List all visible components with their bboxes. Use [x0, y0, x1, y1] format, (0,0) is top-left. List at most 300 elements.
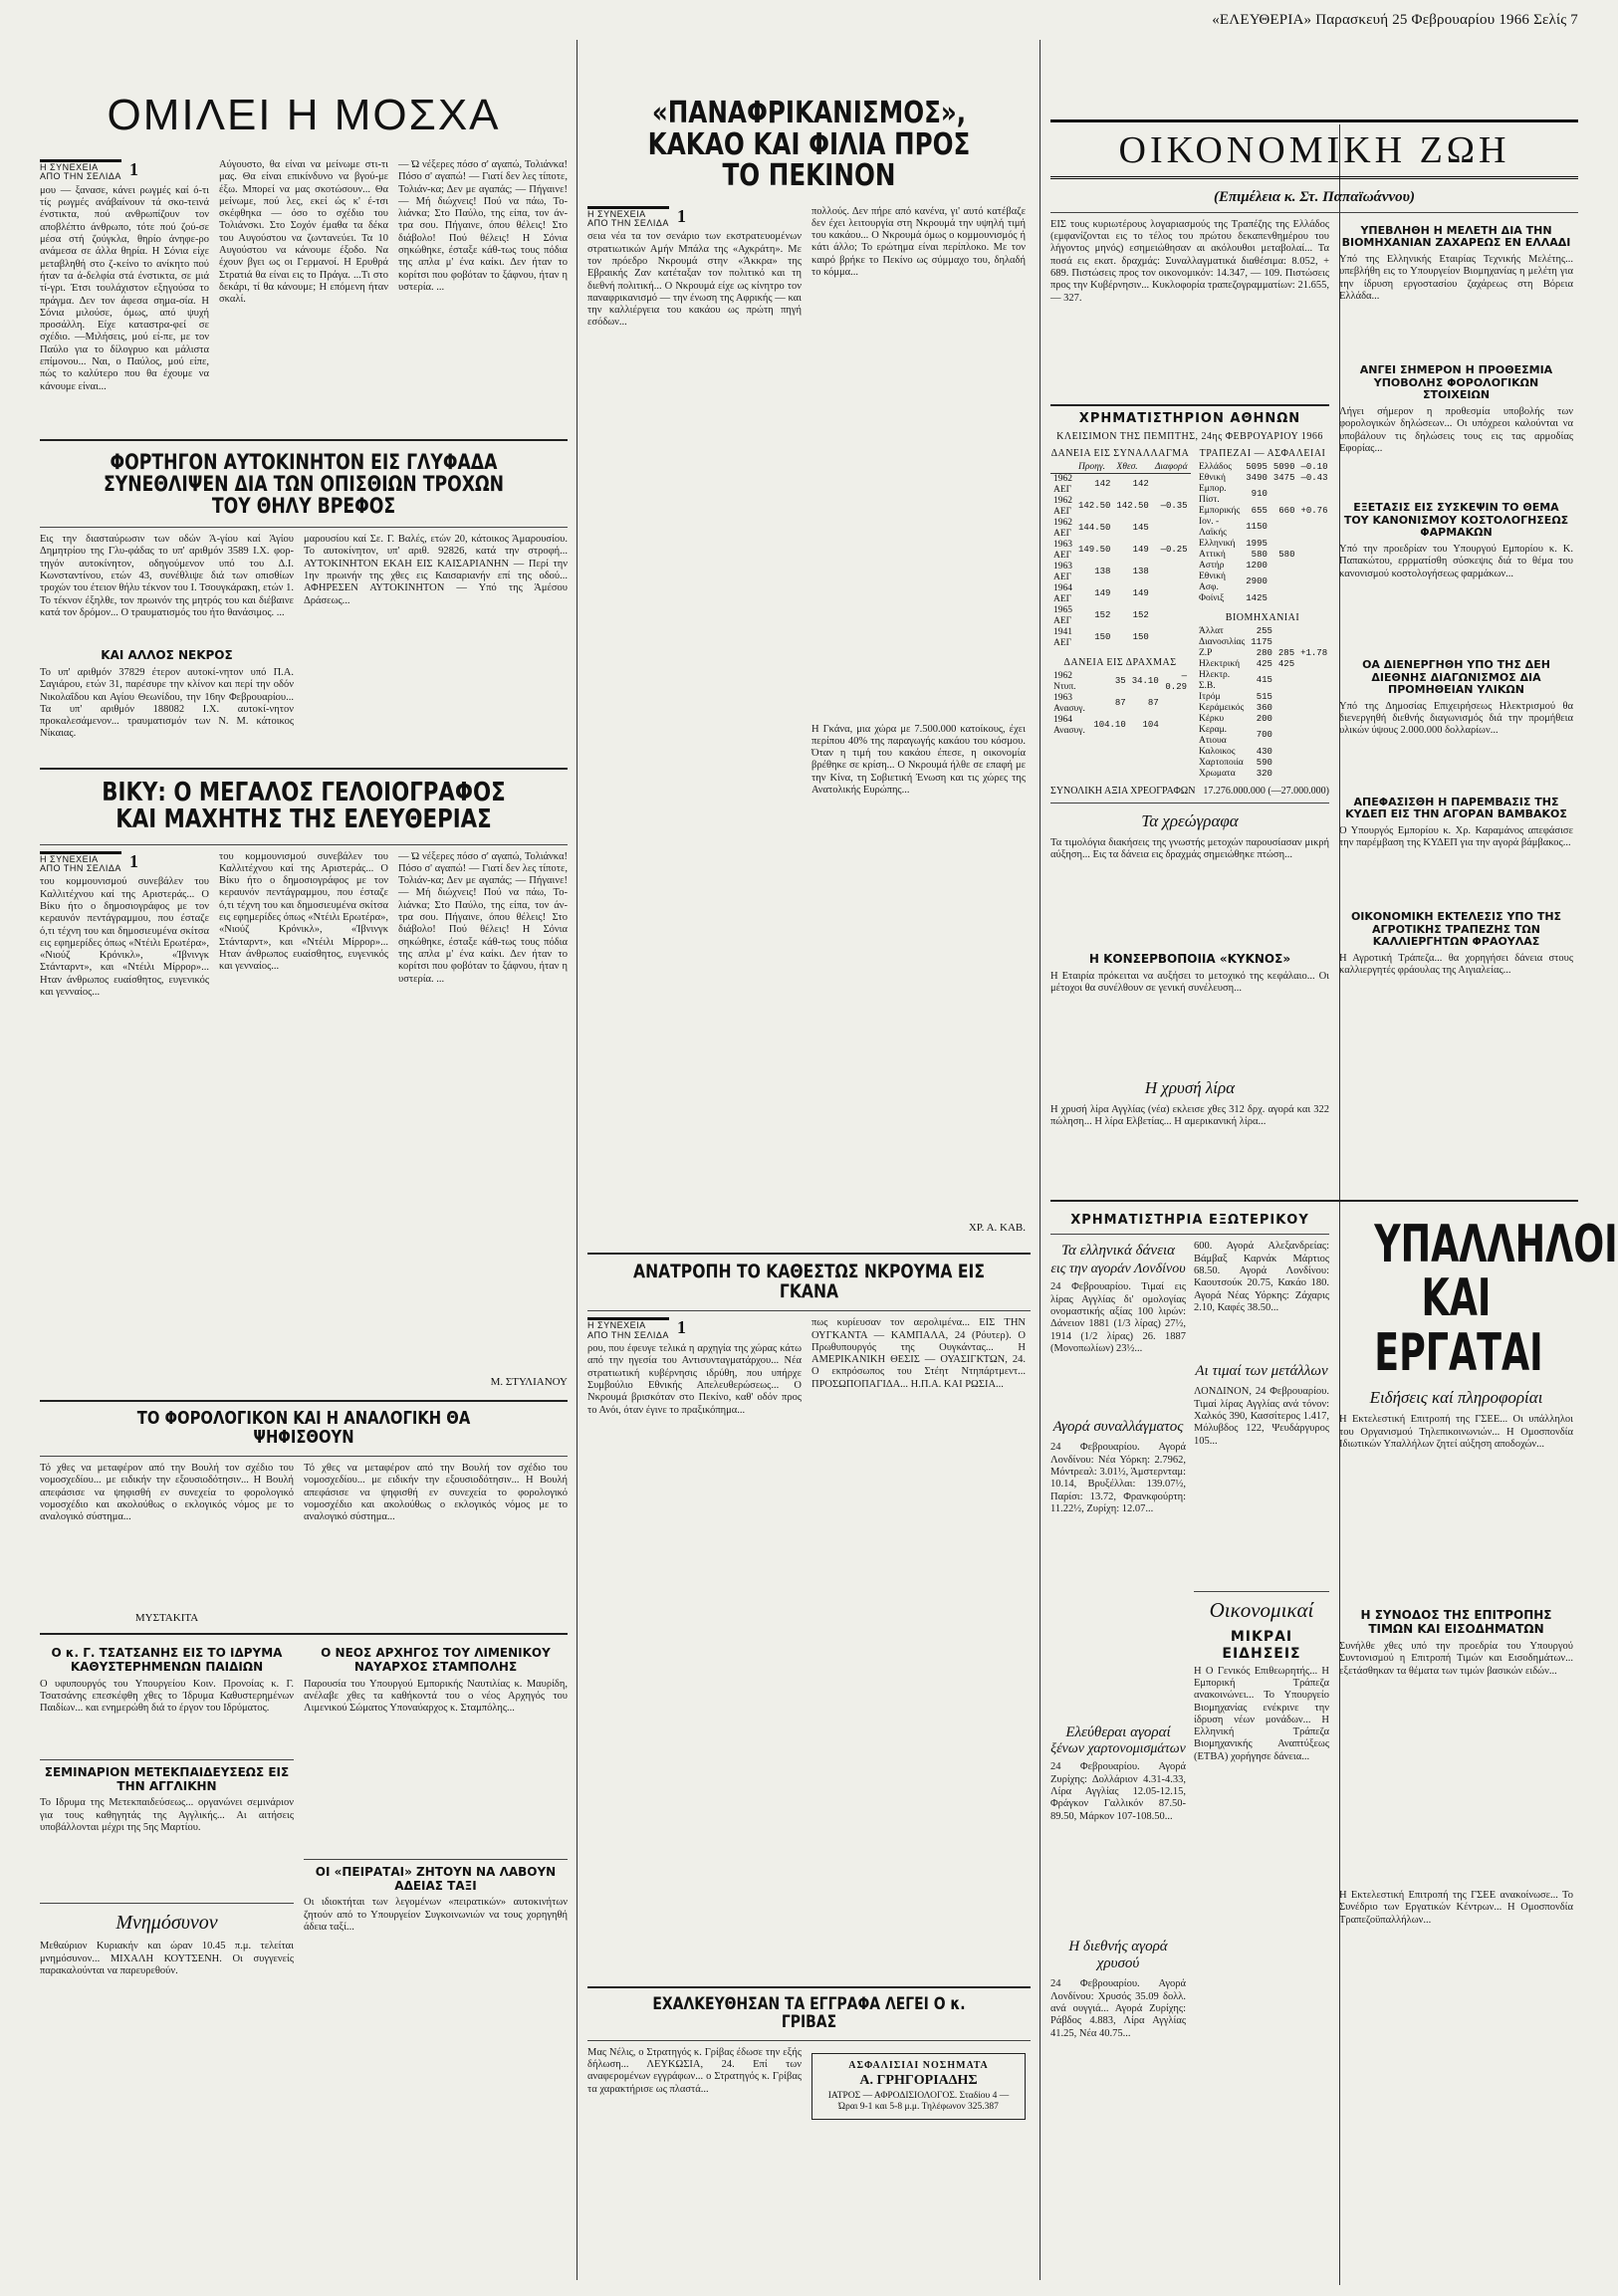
article-body: 24 Φεβρουαρίου. Αγορά Ζυρίχης: Δολλάριον 4.31-4.33, Λίρα Αγγλίας 12.05-12.15, Φράγκον Γαλλικόν 87.50-89.50, Μάρκον 107-108.50...	[1050, 1761, 1186, 1822]
table-cell-value: 150	[1094, 632, 1111, 643]
table-cell-label: 1962 ΑΕΓ	[1053, 495, 1072, 517]
article-body: — Ώ νέξερες πόσο σ' αγαπώ, Τολιάνκα! Πόσο σ' αγαπώ! — Γιατί δεν λες τίποτε, Τολιάν-κα; Δεν με αγαπάς; — Πήγαινε! — Μή διώχνεις! Πού να πάω, Το-λιάνκα; Στο Παύλο, της είπα, τον άν-τρα σου. Πήγαινε, όπου θέλεις! Στο διάβολο! Πού θέλεις! Η Σόνια σηκώθηκε, έσταξε κάθ-τως τους πόδια της απλα μ' ένα καίκι. Δεν ήταν το κορίτσι που φοβόταν το ξάφνου, ήταν η υστερία. ...	[398, 850, 568, 985]
table-cell-value	[1271, 484, 1298, 506]
table-cell-label: Αστήρ	[1199, 560, 1225, 571]
subhead-farmakon: ΕΞΕΤΑΣΙΣ ΕΙΣ ΣΥΣΚΕΨΙΝ ΤΟ ΘΕΜΑ ΤΟΥ ΚΑΝΟΝΙΣΜΟΥ ΚΟΣΤΟΛΟΓΗΣΕΩΣ ΦΑΡΜΑΚΩΝ	[1343, 501, 1569, 540]
table-cell-value	[1297, 758, 1330, 769]
headline-anatropi: ΑΝΑΤΡΟΠΗ ΤΟ ΚΑΘΕΣΤΩΣ ΝΚΡΟΥΜΑ ΕΙΣ ΓΚΑΝΑ	[633, 1261, 985, 1303]
article-body: μαρουσίου καί Σε. Γ. Βαλές, ετών 20, κάτοικος Άμαρουσίου. Το αυτοκίνητον, υπ' αριθ. 92826, κατά την στροφή... ΑΥΤΟΚΙΝΗΤΟΝ ΕΚΑΗ ΕΙΣ ΚΑΙΣΑΡΙΑΝΗΝ — Περί την 1ην πρωινήν της χθες εις Καισαριανήν επί της οδού... ΑΦΗΡΕΣΕΝ ΑΥΤΟΚΙΝΗΤΟΝ — Υπό της Άμέσου Δράσεως...	[304, 534, 568, 606]
table-cell-value	[1297, 550, 1330, 561]
article-body: Εις την διασταύρωσιν των οδών Ά-γίου καί Άγίου Δημητρίου της Γλυ-φάδας το υπ' αριθμόν 3589 Ι.Χ. φορ-τηγόν αυτοκίνητον, οδηγούμενον υπό του Δ.Ι. Κωνσταντίνου, ετών 43, συνέθλιψε διά των οπισθίων τροχών του έτειον θήλυ τέκνον του Ι. Τσουγκάρακη, ετών 1. Το τέκνον έξηλθε, τον πρωινόν της μητρός του και διέβαινε κατά τον δρόμον... Ο τραυματισμός του ήτο θανάσιμος. ...	[40, 534, 294, 618]
table-cell-value: +1.78	[1300, 647, 1328, 658]
table-cell-value	[1297, 517, 1330, 539]
table-cell-value	[1271, 593, 1298, 604]
divider	[1050, 1234, 1329, 1235]
section-editor: (Επιμέλεια κ. Στ. Παπαϊωάννου)	[1213, 188, 1416, 205]
table-cell-value: 149	[1094, 588, 1111, 599]
article-body: πολλούς. Δεν πήρε από κανένα, γι' αυτό κατέβαζε δεν έχει λειτουργία στη Νκρουμά την υψηλή τιμή του κακάου... Ο Νκρουμά όμως ο κομμουνισμός ή κάτι άλλο; Το ερώτημα είναι περίπλοκο. Με τον καιρό βρήκε το Πεκίνο ως σύμμαχο του, δηλαδή το κόμμα...	[811, 205, 1026, 278]
table-row	[1050, 715, 1190, 737]
headline-fortigon: ΦΟΡΤΗΓΟΝ ΑΥΤΟΚΙΝΗΤΟΝ ΕΙΣ ΓΛΥΦΑΔΑ ΣΥΝΕΘΛΙΨΕΝ ΔΙΑ ΤΩΝ ΟΠΙΣΘΙΩΝ ΤΡΟΧΩΝ ΤΟΥ ΘΗΛΥ ΒΡΕΦΟΣ	[103, 450, 505, 519]
table-cell-label: Εμπορικής	[1199, 505, 1241, 516]
table-cell-value: 87	[1114, 698, 1126, 709]
article-body: Τό χθες να μεταφέρον από την Βουλή τον σχέδιο του νομοσχεδίου... με ειδικήν την εξουσιοδότησιν... Η Βουλή απεφάσισε να ψηφισθή εν συνεχεία το φορολογικό νομοσχέδιο και ακολούθως ο εκλογικός νόμος με το αναλογικό σύστημα...	[304, 1463, 568, 1523]
table-cell-value	[1297, 539, 1330, 550]
subhead-oikonomikai: Οικονομικαί	[1209, 1598, 1314, 1623]
table-cell-label: Φοίνιξ	[1199, 592, 1225, 603]
industry-table-title: ΒΙΟΜΗΧΑΝΙΑΙ	[1225, 611, 1300, 623]
article-body: Μεθαύριον Κυριακήν και ώραν 10.45 π.μ. τελείται μνημόσυνον... ΜΙΧΑΛΗ ΚΟΥΤΣΕΝΗ. Οι συγγενείς παρακαλούνται να παρευρεθούν.	[40, 1941, 294, 1976]
table-cell-value	[1297, 572, 1330, 593]
table-cell-value: 430	[1256, 746, 1272, 757]
article-body: Η Αγροτική Τράπεζα... θα χορηγήσει δάνεια στους καλλιεργητές φράουλας της Αιγιαλείας...	[1339, 953, 1573, 977]
ad-text: ΙΑΤΡΟΣ — ΑΦΡΟΔΙΣΙΟΛΟΓΟΣ. Σταδίου 4 — Ώραι 9-1 και 5-8 μ.μ. Τηλέφωνον 325.387	[827, 2090, 1010, 2112]
article-body: Τα τιμολόγια διακήσεις της γνωστής μετοχών παρουσίασαν μικρή αύξηση... Εις τα δάνεια εις δραχμάς σημειώθηκε πτώση...	[1050, 836, 1329, 861]
divider	[40, 1633, 568, 1635]
table-cell-value: —0.10	[1300, 461, 1328, 472]
table-cell-label: Καλοικος	[1199, 746, 1236, 757]
continuation-label: Η ΣΥΝΕΧΕΙΑ ΑΠΟ ΤΗΝ ΣΕΛΙΔΑ	[40, 159, 121, 182]
table-cell-label: 1963 Ανασυγ.	[1053, 692, 1085, 714]
table-cell-label: 1962 ΑΕΓ	[1053, 473, 1072, 495]
table-cell-value	[1297, 769, 1330, 780]
table-cell-value	[1297, 659, 1330, 670]
subhead-metallon: Αι τιμαί των μετάλλων	[1195, 1363, 1328, 1380]
headline-omilei-moscha: ΟΜΙΛΕΙ Η ΜΟΣΧΑ	[107, 91, 501, 139]
table-cell-value	[1297, 670, 1330, 692]
article-body: ΛΟΝΔΙΝΟΝ, 24 Φεβρουαρίου. Τιμαί λίρας Αγγλίας ανά τόνον: Χαλκός 390, Κασσίτερος 1.417, Μόλυβδος 122, Ψευδάργυρος 105...	[1194, 1386, 1329, 1447]
table-cell-value: 285	[1277, 647, 1295, 658]
table-row	[1050, 671, 1190, 693]
article-body: Ο υφυπουργός του Υπουργείου Κοιν. Προνοίας κ. Γ. Τσατσάνης επεσκέφθη χθες το Ίδρυμα Καθυστερημένων Παιδίων... και ενημερώθη διά το έργον του Ιδρύματος.	[40, 1678, 294, 1715]
banks-table-title: ΤΡΑΠΕΖΑΙ — ΑΣΦΑΛΕΙΑΙ	[1199, 447, 1326, 459]
table-cell-value: 1175	[1251, 636, 1272, 647]
table-row	[1050, 627, 1191, 649]
divider	[587, 1310, 1031, 1311]
table-cell-value: 280	[1256, 647, 1272, 658]
table-cell-value	[1297, 692, 1330, 703]
table-cell-value: 580	[1278, 549, 1295, 560]
divider	[40, 844, 568, 845]
economy-intro: ΕΙΣ τους κυριωτέρους λογαριασμούς της Τραπέζης της Ελλάδος (εμφανίζονται εις το τέλος του πρώτου δεκαπενθημέρου του λήγοντος μηνός) εσημειώθησαν αι ακόλουθοι μεταβολαί... Τα ποσά εις εκατ. δραχμάς: Συναλλαγματικά διαθέσιμα: 8.052, + 689. Πιστώσεις προς τον οικονομικόν: 14.347, — 109. Πιστώσεις προς την Κυβέρνησιν... Κυκλοφορία τραπεζογραμματίων: 21.655, — 327.	[1050, 218, 1329, 304]
table-cell-label: Άλλατ	[1199, 625, 1224, 636]
subhead-mikrai-eidiseis: ΜΙΚΡΑΙ ΕΙΔΗΣΕΙΣ	[1222, 1629, 1301, 1662]
subhead-tsatsanis: Ο κ. Γ. ΤΣΑΤΣΑΝΗΣ ΕΙΣ ΤΟ ΙΔΡΥΜΑ ΚΑΘΥΣΤΕΡΗΜΕΝΩΝ ΠΑΙΔΙΩΝ	[51, 1646, 283, 1674]
subhead-dei: ΟΑ ΔΙΕΝΕΡΓΗΘΗ ΥΠΟ ΤΗΣ ΔΕΗ ΔΙΕΘΝΗΣ ΔΙΑΓΩΝΙΣΜΟΣ ΔΙΑ ΠΡΟΜΗΘΕΙΑΝ ΥΛΙΚΩΝ	[1362, 657, 1550, 697]
table-cell-value: 145	[1132, 523, 1149, 534]
table-cell-value	[1152, 562, 1191, 583]
table-cell-value: 152	[1094, 610, 1111, 621]
divider	[1194, 1591, 1329, 1592]
table-cell-label: Χαρτοποιία	[1199, 757, 1244, 768]
table-row	[1196, 484, 1331, 506]
table-cell-value: —0.25	[1160, 545, 1188, 556]
column-right	[1050, 40, 1618, 2278]
loans-table	[1050, 462, 1191, 649]
table-cell-value	[1152, 583, 1191, 605]
table-row	[1050, 496, 1191, 518]
table-row	[1196, 539, 1331, 550]
table-cell-label: Ελλάδος	[1199, 461, 1232, 472]
table-cell-value: —0.29	[1165, 670, 1187, 692]
table-row	[1196, 725, 1330, 747]
article-body: του κομμουνισμού συνεβάλεν του Καλλιτέχνου καί της Αριστεράς... Ο Βίκυ ήτο ο δημοσιογράφος με τον κεραυνόν πεντάγραμμου, που έσταζε ό,τι τέχνη του και δημοσιευμένα σκίτσα εις εφημερίδες όπως «Ντέιλι Ερωτέρα», «Νιούζ Κρόνικλ», «Ίβνινγκ Στάνταρντ», και «Ντέιλι Μίρρορ»... Ηταν άνθρωπος ευαίσθητος, ευγενικός και γενναίος...	[219, 850, 388, 973]
continuation-label: Η ΣΥΝΕΧΕΙΑ ΑΠΟ ΤΗΝ ΣΕΛΙΔΑ	[587, 1317, 669, 1340]
article-body: Η χρυσή λίρα Αγγλίας (νέα) εκλεισε χθες 312 δρχ. αγορά και 322 πώληση... Η λίρα Ελβετίας... Η αμερικανική λίρα...	[1050, 1103, 1329, 1127]
article-body: Μας Νέλις, ο Στρατηγός κ. Γρίβας έδωσε την εξής δήλωση... ΛΕΥΚΩΣΙΑ, 24. Επί των αναφερομένων εγγράφων... ο Στρατηγός κ. Γρίβας τα χαρακτήρισε ως πλαστά...	[587, 2046, 802, 2095]
table-cell-label: Διανοσιλίας	[1199, 636, 1246, 647]
table-row	[1196, 637, 1330, 648]
stock-exchange-subtitle: ΚΛΕΙΣΙΜΟΝ ΤΗΣ ΠΕΜΠΤΗΣ, 24ης ΦΕΒΡΟΥΑΡΙΟΥ 1966	[1056, 430, 1323, 442]
table-cell-value: 152	[1132, 610, 1149, 621]
table-cell-label: Ηλεκτρική	[1199, 658, 1241, 669]
table-row	[1196, 462, 1331, 473]
table-cell-value	[1275, 769, 1297, 780]
table-cell-value: —0.43	[1300, 472, 1328, 483]
table-cell-value: 138	[1094, 567, 1111, 577]
divider	[40, 1400, 568, 1402]
ad-name: Α. ΓΡΗΓΟΡΙΑΔΗΣ	[859, 2072, 978, 2088]
subhead-fraoulas: ΟΙΚΟΝΟΜΙΚΗ ΕΚΤΕΛΕΣΙΣ ΥΠΟ ΤΗΣ ΑΓΡΟΤΙΚΗΣ ΤΡΑΠΕΖΗΣ ΤΩΝ ΚΑΛΛΙΕΡΓΗΤΩΝ ΦΡΑΟΥΛΑΣ	[1350, 910, 1562, 949]
article-body: μου — ξανασε, κάνει ρωγμές καί ό-τι τίς ρωγμές ανάβαίνουν τά σκο-τεινά ένστικτα, πού ανθρωπίζουν τον αποβλέπτο άνθρωπο, τότε πού ζού-σε μέσα στή ζούγκλα, θηρίο άνηφε-ρο ανάμεσα σε άλλα θηρία. Η Σόνια είχε μεταβληθή στο ζ-κείνο το ανίκητο πού ήταν τα ά-δελφία στά ένστικτα, σε μιά τί-γρι. Έτσι τουλάχιστον εξηγούσα το πράγμα. Δεν τον άφεσα σημα-σία. Η Σόνια μιλούσε, όμως, από ψυχή προσάλλη. Είχε καταστρα-φεί σε σχέδιο. —Μιλήσεις, μού εί-πε, με τον Παύλο για το δίλογρυο και μάλιστα επίμονου... Ναι, ο Παύλος, μού είπε, πώς το καλύτερο που θα έχουμε να κάνουμε είναι...	[40, 184, 209, 392]
divider	[587, 2040, 1031, 2041]
stock-exchange-title: ΧΡΗΜΑΤΙΣΤΗΡΙΟΝ ΑΘΗΝΩΝ	[1078, 410, 1301, 426]
table-cell-value: 660	[1278, 505, 1295, 516]
table-row	[1196, 561, 1331, 572]
table-row	[1050, 693, 1190, 715]
table-cell-value: 5090	[1272, 461, 1295, 472]
article-body: Η Εκτελεστική Επιτροπή της ΓΣΕΕ... Οι υπάλληλοι του Οργανισμού Τηλεπικοινωνιών... Η Ομοσπονδία Ιδιωτικών Υπαλλήλων ζητεί αύξηση αποδοχών...	[1339, 1414, 1573, 1450]
divider	[40, 439, 568, 441]
table-cell-value: 3475	[1272, 472, 1295, 483]
continuation-page: 1	[676, 205, 686, 226]
subhead-epitropis-timon: Η ΣΥΝΟΔΟΣ ΤΗΣ ΕΠΙΤΡΟΠΗΣ ΤΙΜΩΝ ΚΑΙ ΕΙΣΟΔΗΜΑΤΩΝ	[1360, 1608, 1552, 1637]
total-value: 17.276.000.000 (—27.000.000)	[1203, 785, 1329, 797]
continuation-page: 1	[128, 850, 138, 871]
table-cell-value: 1200	[1246, 560, 1268, 571]
continuation-label: Η ΣΥΝΕΧΕΙΑ ΑΠΟ ΤΗΝ ΣΕΛΙΔΑ	[587, 206, 669, 229]
table-cell-value	[1152, 473, 1191, 496]
article-body: Τό χθες να μεταφέρον από την Βουλή τον σχέδιο του νομοσχεδίου... με ειδικήν την εξουσιοδότησιν... Η Βουλή απεφάσισε να ψηφισθή εν συνεχεία το φορολογικό νομοσχέδιο και ακολούθως ο εκλογικός νόμος με το αναλογικό σύστημα...	[40, 1463, 294, 1523]
table-cell-value	[1271, 561, 1298, 572]
article-body: Η Γκάνα, μια χώρα με 7.500.000 κατοίκους, έχει περίπου 40% της παραγωγής κακάου του κόσμου. Όταν η τιμή του κακάου έπεσε, η οικονομία βρέθηκε σε κρίση... Ο Νκρουμά ήλθε σε επαφή με την Κίνα, τη Σοβιετική Ένωση και τις χώρες της Ανατολικής Ευρώπης...	[811, 723, 1026, 796]
total-value-label: ΣΥΝΟΛΙΚΗ ΑΞΙΑ ΧΡΕΟΓΡΑΦΩΝ	[1050, 785, 1196, 797]
subhead-eleytherai-agorai: Ελεύθεραι αγοραί	[1065, 1724, 1171, 1741]
subhead-ellinika-daneia-2: εις την αγοράν Λονδίνου	[1050, 1262, 1186, 1277]
table-row	[1196, 473, 1331, 484]
table-cell-label: Εμπορ. Πίστ.	[1199, 483, 1227, 505]
table-cell-value	[1275, 725, 1297, 747]
table-row	[1196, 747, 1330, 758]
table-cell-value	[1297, 626, 1330, 637]
divider	[587, 1253, 1031, 1255]
table-cell-value: 1995	[1246, 538, 1268, 549]
table-cell-value: 142.50	[1116, 501, 1149, 512]
divider	[40, 768, 568, 770]
table-row	[1196, 593, 1331, 604]
article-body: Υπό της Δημοσίας Επιχειρήσεως Ηλεκτρισμού θα διενεργηθή διεθνής διαγωνισμός διά την προμήθεια υλικών ύψους 2.000.000 δολλαρίων...	[1339, 700, 1573, 737]
page-masthead: «ΕΛΕΥΘΕΡΙΑ» Παρασκευή 25 Φεβρουαρίου 1966 Σελίς 7	[1212, 12, 1578, 28]
table-cell-value	[1162, 693, 1190, 715]
table-cell-value: 590	[1256, 757, 1272, 768]
article-body: σεια νέα τα τον σενάριο των εκστρατευομένων στρατιωτικών Αμήν Μπάλα της «Αχκράτη». Με τον πρόεδρο Νκρουμά στην «Άκκρα» της Εβραικής Ζαν κατέταξαν τον πολιτικό και τη διεθνή πολιτική... Ο Νκρουμά είχε ως κίνητρο τον παναφρικανισμό — την ένωση της Αφρικής — και την καλλιέργεια του κακάου ως πρώτη πηγή εσόδων...	[587, 231, 802, 329]
table-cell-value	[1271, 517, 1298, 539]
loans-table-title: ΔΑΝΕΙΑ ΕΙΣ ΣΥΝΑΛΛΑΓΜΑ	[1050, 447, 1190, 459]
divider	[304, 1859, 568, 1860]
continuation-marker	[40, 159, 209, 182]
table-cell-label: 1941 ΑΕΓ	[1053, 626, 1072, 648]
table-cell-label: 1964 ΑΕΓ	[1053, 582, 1072, 604]
table-cell-value	[1152, 518, 1191, 540]
table-cell-value	[1297, 484, 1330, 506]
table-cell-label: Ηλεκτρ. Σ.Β.	[1199, 669, 1231, 691]
table-cell-value	[1275, 714, 1297, 725]
table-row	[1196, 758, 1330, 769]
table-cell-label: Ιτρόμ	[1199, 691, 1221, 702]
table-row	[1196, 692, 1330, 703]
divider	[1050, 803, 1329, 804]
continuation-marker	[40, 851, 209, 874]
table-row	[1196, 659, 1330, 670]
article-body: 24 Φεβρουαρίου. Αγορά Λονδίνου: Νέα Υόρκη: 2.7962, Μόντρεαλ: 3.01½, Άμστερνταμ: 10.14, Βρυξέλλαι: 139.07½, Παρίσι: 13.72, Φρανκφούρτη: 11.22½, Ζυρίχη: 12.07...	[1050, 1442, 1187, 1514]
table-cell-value: 515	[1256, 691, 1272, 702]
table-cell-value: 415	[1256, 675, 1272, 686]
subhead-diethnis-chrysos: Η διεθνής αγορά χρυσού	[1068, 1939, 1168, 1972]
table-cell-value: 149	[1132, 545, 1149, 556]
subhead-chreografa: Τα χρεώγραφα	[1141, 810, 1239, 830]
table-cell-value	[1275, 703, 1297, 714]
table-row	[1196, 703, 1330, 714]
table-cell-value: 142	[1132, 479, 1149, 490]
table-cell-value: 150	[1132, 632, 1149, 643]
table-row	[1050, 562, 1191, 583]
article-body: — Ώ νέξερες πόσο σ' αγαπώ, Τολιάνκα! Πόσο σ' αγαπώ! — Γιατί δεν λες τίποτε, Τολιάν-κα; Δεν με αγαπάς; — Πήγαινε! — Μή διώχνεις! Πού να πάω, Το-λιάνκα; Στο Παύλο, της είπα, τον άν-τρα σου. Πήγαινε, όπου θέλεις! Στο διάβολο! Πού θέλεις! Η Σόνια σηκώθηκε, έσταξε κάθ-τως τους πόδια της απλα μ' ένα καίκι. Δεν ήταν το κορίτσι που φοβόταν το ξάφνου, ήταν η υστερία. ...	[398, 159, 568, 293]
article-body: Το Ιδρυμα της Μετεκπαιδεύσεως... οργανώνει σεμινάριον για τους καθηγητάς της Αγγλικής... Αι αιτήσεις υποβάλλονται μέχρι της 5ης Μαρτίου.	[40, 1797, 294, 1833]
table-cell-value	[1275, 670, 1297, 692]
table-cell-label: 1965 ΑΕΓ	[1053, 604, 1072, 626]
table-cell-value	[1271, 539, 1298, 550]
article-body: Λήγει σήμερον η προθεσμία υποβολής των φορολογικών δηλώσεων... Οι υπόχρεοι καλούνται να υποβάλουν τις δηλώσεις τους εις τας αρμοδίας Εφορίας...	[1339, 406, 1573, 454]
subhead-chrysi-lira: Η χρυσή λίρα	[1144, 1077, 1236, 1097]
table-cell-value	[1275, 747, 1297, 758]
table-cell-value	[1297, 725, 1330, 747]
subhead-ellinika-daneia: Τα ελληνικά δάνεια	[1060, 1243, 1176, 1260]
subhead-kyknos: Η ΚΟΝΣΕΡΒΟΠΟΙΙΑ «ΚΥΚΝΟΣ»	[1088, 951, 1291, 966]
table-header-cell: Διαφορά	[1152, 462, 1191, 474]
subhead-allos-nekros: ΚΑΙ ΑΛΛΟΣ ΝΕΚΡΟΣ	[101, 648, 233, 663]
subhead-eleytherai-agorai-2: ξένων χαρτονομισμάτων	[1050, 1741, 1186, 1757]
table-cell-value: 200	[1256, 713, 1272, 724]
divider	[1050, 404, 1329, 406]
table-cell-value	[1275, 637, 1297, 648]
table-cell-label: 1963 ΑΕΓ	[1053, 561, 1072, 582]
table-cell-label: 1962 Ντυπ.	[1053, 670, 1076, 692]
table-cell-label: Ζ.Ρ	[1199, 647, 1213, 658]
divider	[40, 1759, 294, 1760]
table-cell-value: 1150	[1246, 522, 1268, 533]
subhead-eidiseis: Ειδήσεις καί πληροφορίαι	[1369, 1388, 1543, 1408]
article-body: Συνήλθε χθες υπό την προεδρία του Υπουργού Συντονισμού η Επιτροπή Τιμών και Εισοδημάτων... εξετάσθηκαν τα θέματα των τιμών βασικών ειδών...	[1339, 1640, 1573, 1677]
table-cell-value: 104	[1142, 720, 1159, 731]
subhead-agora-synallagmatos: Αγορά συναλλάγματος	[1052, 1419, 1184, 1436]
article-body: ρου, που έφευγε τελικά η αρχηγία της χώρας κάτω από την ηγεσία του Αντισυνταγματάρχου... Νέα στρατιωτική κυβέρνησις ιδρύθη, που υπήρχε Συμβούλιο Εθνικής Απελευθερώσεως... Ο Νκρουμά βρισκόταν στο Πεκίνο, καθ' οδόν προς το Ανόι, όταν έγινε το πραξικόπημα...	[587, 1343, 802, 1416]
table-cell-value: 3490	[1246, 472, 1268, 483]
column-middle	[587, 40, 1031, 2147]
column-left	[40, 40, 568, 2015]
doctor-advertisement	[811, 2053, 1026, 2120]
table-cell-value: 700	[1256, 730, 1272, 741]
article-body: Η Ο Γενικός Επιθεωρητής... Η Εμπορική Τράπεζα ανακοινώνει... Το Υπουργείο Βιομηχανίας ενέκρινε την ίδρυση νέων μονάδων... Η Ελληνική Τράπεζα Βιομηχανικής Αναπτύξεως (ΕΤΒΑ) χορήγησε δάνεια...	[1194, 1665, 1329, 1762]
continuation-page: 1	[128, 159, 138, 179]
table-cell-value	[1162, 715, 1190, 737]
table-cell-value: 142.50	[1078, 501, 1111, 512]
table-cell-value: 255	[1256, 625, 1272, 636]
table-cell-value: 5095	[1246, 461, 1268, 472]
table-cell-label: 1962 ΑΕΓ	[1053, 517, 1072, 539]
table-row	[1050, 583, 1191, 605]
article-signature: ΧΡ. Α. ΚΑΒ.	[968, 1221, 1026, 1234]
table-row	[1196, 572, 1331, 593]
article-signature: ΜΥΣΤΑΚΙΤΑ	[134, 1612, 199, 1625]
table-cell-value	[1297, 747, 1330, 758]
subhead-zachareos: ΥΠΕΒΛΗΘΗ Η ΜΕΛΕΤΗ ΔΙΑ ΤΗΝ ΒΙΟΜΗΧΑΝΙΑΝ ΖΑΧΑΡΕΩΣ ΕΝ ΕΛΛΑΔΙ	[1341, 223, 1571, 250]
table-row	[1196, 517, 1331, 539]
table-cell-value: 104.10	[1093, 720, 1126, 731]
divider	[40, 1903, 294, 1904]
table-cell-value: 142	[1094, 479, 1111, 490]
article-body: Υπό την προεδρίαν του Υπουργού Εμπορίου κ. Κ. Παπακώτου, ερρματίσθη σύσκεψις διά το θέμα του κανονισμού κοστολογήσεως φαρμάκων...	[1339, 543, 1573, 579]
table-row	[1196, 506, 1331, 517]
table-cell-label: 1963 ΑΕΓ	[1053, 539, 1072, 561]
subhead-seminarion: ΣΕΜΙΝΑΡΙΟΝ ΜΕΤΕΚΠΑΙΔΕΥΣΕΩΣ ΕΙΣ ΤΗΝ ΑΓΓΛΙΚΗΝ	[44, 1764, 290, 1793]
subhead-limenikou: Ο ΝΕΟΣ ΑΡΧΗΓΟΣ ΤΟΥ ΛΙΜΕΝΙΚΟΥ ΝΑΥΑΡΧΟΣ ΣΤΑΜΠΟΛΗΣ	[321, 1646, 551, 1674]
table-row	[1050, 605, 1191, 627]
table-cell-label: Χρωματα	[1199, 768, 1236, 779]
table-cell-value: 580	[1251, 549, 1268, 560]
table-cell-value	[1152, 605, 1191, 627]
table-row	[1196, 769, 1330, 780]
industry-table	[1196, 626, 1330, 780]
table-cell-label: 1964 Ανασυγ.	[1053, 714, 1085, 736]
table-cell-value: +0.76	[1300, 505, 1328, 516]
table-cell-value	[1275, 692, 1297, 703]
table-header-cell: Χθεσ.	[1113, 462, 1151, 474]
article-body: Οι ιδιοκτήται των λεγομένων «πειρατικών» αυτοκινήτων ζητούν από το Υπουργείον Συγκοινωνιών να τους χορηγηθή άδεια ταξί...	[304, 1897, 568, 1933]
table-cell-value	[1275, 626, 1297, 637]
table-cell-value	[1297, 593, 1330, 604]
continuation-marker	[587, 1317, 802, 1340]
table-cell-value: 34.10	[1131, 676, 1159, 687]
forex-title: ΧΡΗΜΑΤΙΣΤΗΡΙΑ ΕΞΩΤΕΡΙΚΟΥ	[1070, 1212, 1309, 1228]
continuation-marker	[587, 206, 802, 229]
table-cell-value: 35	[1114, 676, 1126, 687]
article-body: του κομμουνισμού συνεβάλεν του Καλλιτέχνου καί της Αριστεράς... Ο Βίκυ ήτο ο δημοσιογράφος με τον κεραυνόν πεντάγραμμου, που έσταζε ό,τι τέχνη του και δημοσιευμένα σκίτσα εις εφημερίδες όπως «Ντέιλι Ερωτέρα», «Νιούζ Κρόνικλ», «Ίβνινγκ Στάνταρντ», και «Ντέιλι Μίρρορ»... Ηταν άνθρωπος ευαίσθητος, ευγενικός και γενναίος...	[40, 876, 209, 999]
table-cell-label: Κεράμεικός	[1199, 702, 1245, 713]
banks-table	[1196, 462, 1331, 604]
deposits-table	[1050, 671, 1190, 737]
headline-panafrikanismos: «ΠΑΝΑΦΡΙΚΑΝΙΣΜΟΣ», ΚΑΚΑΟ ΚΑΙ ΦΙΛΙΑ ΠΡΟΣ ΤΟ ΠΕΚΙΝΟΝ	[647, 96, 971, 193]
table-cell-label: Εθνική	[1199, 472, 1226, 483]
table-cell-value: 655	[1251, 505, 1268, 516]
table-cell-label: Ιον. - Λαϊκής	[1199, 516, 1227, 538]
table-cell-value	[1152, 627, 1191, 649]
article-signature: Μ. ΣΤΥΛΙΑΝΟΥ	[490, 1375, 568, 1388]
table-cell-value: 425	[1277, 658, 1295, 669]
table-row	[1050, 540, 1191, 562]
deposits-table-title: ΔΑΝΕΙΑ ΕΙΣ ΔΡΑΧΜΑΣ	[1063, 656, 1177, 668]
table-cell-value: 149	[1132, 588, 1149, 599]
section-title-oikonomiki-zoi: ΟΙΚΟΝΟΜΙΚΗ ΖΩΗ	[1050, 119, 1578, 179]
subhead-kydep: ΑΠΕΦΑΣΙΣΘΗ Η ΠΑΡΕΜΒΑΣΙΣ ΤΗΣ ΚΥΔΕΠ ΕΙΣ ΤΗΝ ΑΓΟΡΑΝ ΒΑΜΒΑΚΟΣ	[1345, 795, 1567, 821]
table-cell-value	[1297, 637, 1330, 648]
subhead-mnemosynon: Μνημόσυνον	[116, 1912, 218, 1935]
article-body: Η Εταιρία πρόκειται να αυξήσει το μετοχικό της κεφάλαιο... Οι μέτοχοι θα συνέλθουν σε γενική συνέλευση...	[1050, 970, 1329, 994]
continuation-page: 1	[676, 1317, 686, 1338]
table-cell-value: 138	[1132, 567, 1149, 577]
article-body: Παρουσία του Υπουργού Εμπορικής Ναυτιλίας κ. Μαυρίδη, ανέλαβε χθες τα καθήκοντά του ο νέος Αρχηγός του Λιμενικού Σώματος Υποναύαρχος κ. Σταμπόλης...	[304, 1678, 568, 1715]
table-row	[1196, 626, 1330, 637]
table-cell-value	[1297, 703, 1330, 714]
article-body: Υπό της Ελληνικής Εταιρίας Τεχνικής Μελέτης... υπεβλήθη εις το Υπουργείον Βιομηχανίας η μελέτη για την ίδρυση εργοστασίου ζαχάρεως στη Βόρεια Ελλάδα...	[1339, 254, 1573, 302]
subhead-peiratai: ΟΙ «ΠΕΙΡΑΤΑΙ» ΖΗΤΟΥΝ ΝΑ ΛΑΒΟΥΝ ΑΔΕΙΑΣ ΤΑΞΙ	[315, 1864, 557, 1893]
table-cell-value	[1271, 572, 1298, 593]
table-row	[1196, 714, 1330, 725]
divider	[1050, 212, 1578, 213]
article-body: πως κυρίευσαν τον αερολιμένα... ΕΙΣ ΤΗΝ ΟΥΓΚΑΝΤΑ — ΚΑΜΠΑΛΑ, 24 (Ρόυτερ). Ο Πρωθυπουργός της Ουγκάντας... Η ΑΜΕΡΙΚΑΝΙΚΗ ΘΕΣΙΣ — ΟΥΑΣΙΓΚΤΩΝ, 24. Ο εκπρόσωπος του Στέητ Ντηπάρτμεντ... ΠΡΟΣΩΠΟΠΑΓΙΔΑ... Η.Π.Α. ΚΑΙ ΡΩΣΙΑ...	[811, 1317, 1026, 1390]
headline-forologikon: ΤΟ ΦΟΡΟΛΟΓΙΚΟΝ ΚΑΙ Η ΑΝΑΛΟΓΙΚΗ ΘΑ ΨΗΦΙΣΘΟΥΝ	[136, 1408, 471, 1449]
table-cell-value: 360	[1256, 702, 1272, 713]
table-cell-label: Εθνική Ασφ.	[1199, 571, 1226, 592]
table-cell-value: 425	[1256, 658, 1272, 669]
ad-title: ΑΣΦΑΛΙΣΙΑΙ ΝΟΣΗΜΑΤΑ	[848, 2059, 989, 2071]
table-cell-value: 2900	[1246, 576, 1268, 587]
column-rule	[577, 40, 578, 2280]
divider	[1050, 1200, 1578, 1202]
table-cell-value: 149.50	[1078, 545, 1111, 556]
table-cell-label: Κεραμ. Ατιουα	[1199, 724, 1228, 746]
divider	[40, 1456, 568, 1457]
table-cell-label: Κέρκυ	[1199, 713, 1225, 724]
table-cell-value: 144.50	[1078, 523, 1111, 534]
divider	[587, 1986, 1031, 1988]
article-body: Το υπ' αριθμόν 37829 έτερον αυτοκί-νητον υπό Π.Α. Σαγιάρου, ετών 31, παρέσυρε την κλίνον και περί την οδόν Νικολαΐδου και Αγίου Θεωνίδου, την 16ην Φεβρουαρίου... Τα υπ' αριθμόν 188082 Ι.Χ. αυτοκί-νητον προκαλεσάμενον... τραυματισμόν των Ν. Μ. κάτοικος Νίκαιας.	[40, 666, 294, 740]
article-body: Αύγουστο, θα είναι να μείνωμε στι-τι μας. Θα είναι επικίνδυνο να βγού-με έξω. Μπορεί να μας σκοτώσουν... Θα μείνωμε, πού λες, εκεί ώς κ' έ-τσι σκέφθηκα — όσο το σχέδιο του Τολιάνσκι. Στο Σοχόν έμαθα τα δέκα του Αυγούστου να ζωντανεύει. Τα 10 Αυγούστου να κάνουμε έξοδο. Να έχουν βγει ως οι Γερμανοί. Η Ερυθρά Στρατιά θα είναι εις το Πράγα. ...Τι στο δεκάρι, τί θα κάνουμε; Η επόμενη ήταν σκαλί.	[219, 159, 388, 306]
headline-viky: ΒΙΚΥ: Ο ΜΕΓΑΛΟΣ ΓΕΛΟΙΟΓΡΑΦΟΣ ΚΑΙ ΜΑΧΗΤΗΣ ΤΗΣ ΕΛΕΥΘΕΡΙΑΣ	[102, 777, 506, 835]
divider	[40, 527, 568, 528]
table-row	[1050, 473, 1191, 496]
table-row	[1050, 518, 1191, 540]
table-cell-label: Ελληνική	[1199, 538, 1236, 549]
table-header-cell	[1050, 462, 1075, 474]
table-cell-value: 87	[1147, 698, 1159, 709]
table-cell-value: —0.35	[1160, 501, 1188, 512]
table-row	[1196, 648, 1330, 659]
table-cell-value: 320	[1256, 768, 1272, 779]
table-header-cell: Προηγ.	[1075, 462, 1113, 474]
article-body: Η Εκτελεστική Επιτροπή της ΓΣΕΕ ανακοίνωσε... Το Συνέδριο των Εργατικών Κέντρων... Η Ομοσπονδία Τραπεζοϋπαλλήλων...	[1339, 1889, 1573, 1926]
table-cell-value: 1425	[1246, 592, 1268, 603]
table-cell-label: Αττική	[1199, 549, 1226, 560]
article-body: 24 Φεβρουαρίου. Τιμαί εις λίρας Αγγλίας δι' ομολογίας ονομαστικής αξίας 100 λιρών: Δάνειον 1881 (1/3 λίρας) 27½, 1914 (1/2 λίρας) 26. 1887 (Μονοπωλίων) 23½...	[1050, 1281, 1186, 1354]
headline-ypalliloi: ΥΠΑΛΛΗΛΟΙ ΚΑΙ ΕΡΓΑΤΑΙ	[1374, 1214, 1618, 1383]
table-row	[1196, 670, 1330, 692]
table-cell-value	[1297, 561, 1330, 572]
article-body: 600. Αγορά Αλεξανδρείας: Βάμβαξ Καρνάκ Μάρτιος 68.50. Αγορά Λονδίνου: Καουτσούκ 20.75, Κακάο 180. Αγορά Νέας Υόρκης: Ζάχαρις 2.10, Καφές 38.50...	[1194, 1241, 1329, 1313]
table-cell-value	[1275, 758, 1297, 769]
table-cell-value	[1297, 714, 1330, 725]
continuation-label: Η ΣΥΝΕΧΕΙΑ ΑΠΟ ΤΗΝ ΣΕΛΙΔΑ	[40, 851, 121, 874]
article-body: Ο Υπουργός Εμπορίου κ. Χρ. Καραμάνος απεφάσισε την παρέμβαση της ΚΥΔΕΠ για την αγορά βάμβακος...	[1339, 825, 1573, 849]
table-row	[1196, 550, 1331, 561]
